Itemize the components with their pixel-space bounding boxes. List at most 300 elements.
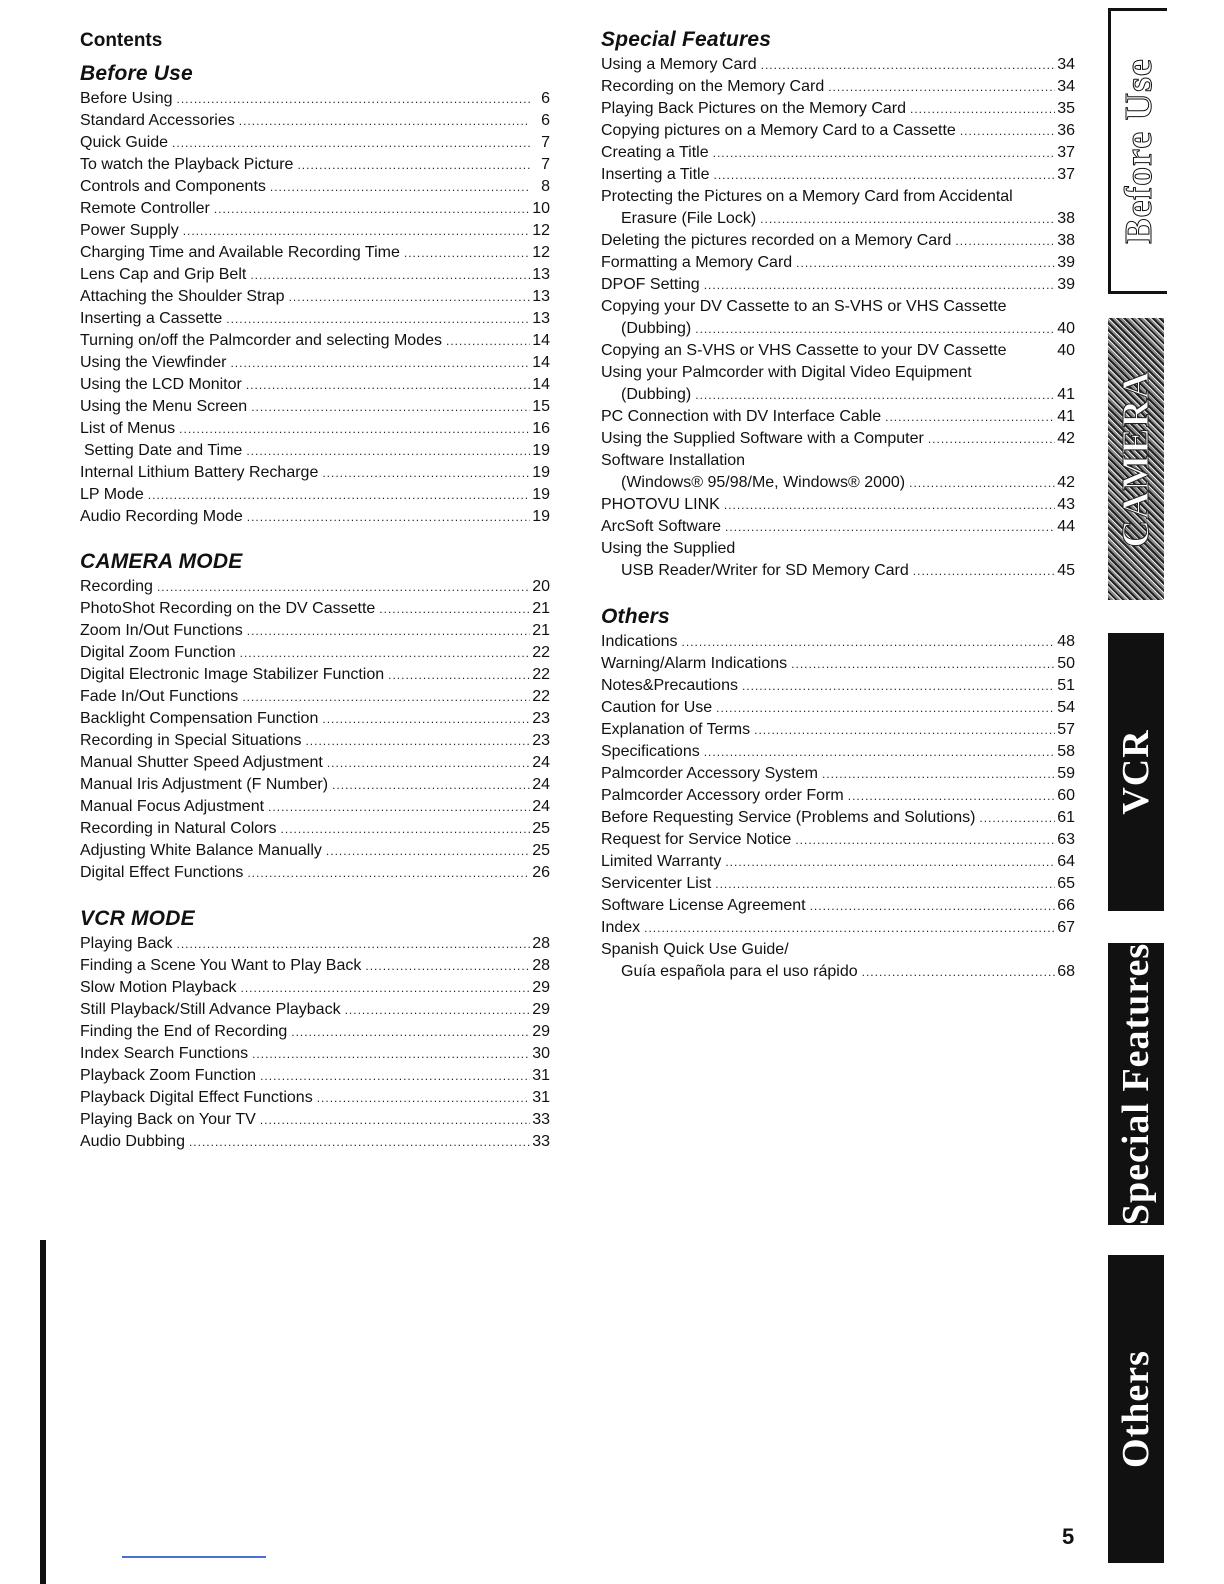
toc-leader-dots [317, 1087, 530, 1109]
toc-entry-page: 40 [1057, 320, 1075, 337]
toc-entry-title: Still Playback/Still Advance Playback [80, 1001, 341, 1018]
toc-leader-dots [322, 708, 530, 730]
toc-entry [80, 286, 550, 308]
toc-entry-title: Manual Focus Adjustment [80, 798, 265, 815]
toc-leader-dots [250, 264, 530, 286]
toc-entry [80, 730, 550, 752]
toc-leader-dots [704, 274, 1055, 296]
toc-entry-page: 20 [532, 578, 550, 595]
toc-leader-dots [909, 472, 1055, 494]
toc-entry [601, 895, 1075, 917]
toc-entry-page: 68 [1057, 963, 1075, 980]
page-number: 5 [1062, 1524, 1075, 1549]
toc-entry-title: Servicenter List [601, 875, 712, 892]
toc-leader-dots [822, 763, 1055, 785]
toc-entry [601, 252, 1075, 274]
toc-entry-page: 19 [532, 486, 550, 503]
toc-leader-dots [760, 208, 1055, 230]
toc-leader-dots [270, 176, 530, 198]
toc-leader-dots [322, 462, 530, 484]
toc-entry [601, 406, 1075, 428]
toc-entry-page: 22 [532, 666, 550, 683]
toc-leader-dots [828, 76, 1055, 98]
toc-entry-page: 6 [541, 90, 550, 107]
toc-entry-title: Using the Viewfinder [80, 354, 227, 371]
toc-entry-title: Backlight Compensation Function [80, 710, 319, 727]
toc-entry [601, 763, 1075, 785]
toc-leader-dots [388, 664, 530, 686]
toc-entry-page: 50 [1057, 655, 1075, 672]
toc-entry-page: 40 [1057, 342, 1075, 359]
toc-entry [601, 362, 1075, 384]
toc-entry [80, 198, 550, 220]
toc-entry-page [1057, 538, 1075, 560]
toc-entry-title: Palmcorder Accessory order Form [601, 787, 844, 804]
toc-leader-dots [715, 873, 1055, 895]
toc-entry [80, 220, 550, 242]
toc-entry [601, 653, 1075, 675]
toc-entry-title: Request for Service Notice [601, 831, 792, 848]
toc-entry-title: Attaching the Shoulder Strap [80, 288, 285, 305]
toc-leader-dots [247, 620, 530, 642]
toc-entry-page: 23 [532, 710, 550, 727]
toc-leader-dots [742, 675, 1055, 697]
toc-entry-page: 21 [532, 600, 550, 617]
toc-leader-dots [754, 719, 1055, 741]
toc-entry-page: 48 [1057, 633, 1075, 650]
toc-entry-page: 24 [532, 776, 550, 793]
toc-leader-dots [862, 961, 1055, 983]
toc-leader-dots [725, 851, 1055, 873]
toc-entry [80, 352, 550, 374]
toc-leader-dots [379, 598, 530, 620]
toc-entry-page: 12 [532, 222, 550, 239]
toc-entry-title: Recording in Special Situations [80, 732, 302, 749]
toc-leader-dots [713, 142, 1055, 164]
toc-entry [601, 54, 1075, 76]
toc-entry [80, 708, 550, 730]
toc-entry-page: 39 [1057, 254, 1075, 271]
toc-leader-dots [695, 384, 1055, 406]
toc-entry-title: Remote Controller [80, 200, 210, 217]
tab-special-features [1108, 943, 1164, 1225]
toc-leader-dots [326, 840, 530, 862]
toc-entry-page: 14 [532, 376, 550, 393]
toc-entry-page: 29 [532, 1023, 550, 1040]
toc-entry [80, 1043, 550, 1065]
toc-leader-dots [247, 862, 530, 884]
toc-entry [80, 1065, 550, 1087]
toc-entry [80, 176, 550, 198]
toc-entry [80, 598, 550, 620]
toc-leader-dots [795, 829, 1055, 851]
toc-leader-dots [446, 330, 530, 352]
toc-entry [601, 450, 1075, 472]
toc-entry [601, 208, 1075, 230]
toc-entry [80, 933, 550, 955]
toc-entry-page [1057, 939, 1075, 961]
toc-entry-title: Formatting a Memory Card [601, 254, 793, 271]
toc-entry-title: LP Mode [80, 486, 144, 503]
toc-entry-title: Adjusting White Balance Manually [80, 842, 322, 859]
toc-entry-title: Index [601, 919, 641, 936]
toc-entry-title: (Dubbing) [621, 386, 692, 403]
toc-entry [80, 330, 550, 352]
toc-entry-title: Using the LCD Monitor [80, 376, 242, 393]
toc-entry-title: Deleting the pictures recorded on a Memory Card [601, 232, 952, 249]
toc-leader-dots [796, 252, 1055, 274]
toc-entry [601, 494, 1075, 516]
toc-special-features [601, 54, 1075, 582]
tab-label-others: Others [1115, 1350, 1157, 1468]
toc-entry [601, 939, 1075, 961]
toc-entry-title: Digital Electronic Image Stabilizer Function [80, 666, 385, 683]
toc-entry-page: 7 [541, 156, 550, 173]
toc-leader-dots [725, 516, 1055, 538]
toc-entry-page: 15 [532, 398, 550, 415]
toc-leader-dots [189, 1131, 530, 1153]
toc-entry-title: Copying pictures on a Memory Card to a Cassette [601, 122, 956, 139]
toc-entry-title: Playback Zoom Function [80, 1067, 257, 1084]
toc-entry-page [1057, 362, 1075, 384]
toc-entry-title: Erasure (File Lock) [621, 210, 757, 227]
toc-entry-page: 38 [1057, 210, 1075, 227]
toc-entry [601, 873, 1075, 895]
contents-title: Contents [80, 30, 163, 51]
toc-entry [80, 264, 550, 286]
toc-entry-page: 51 [1057, 677, 1075, 694]
toc-entry-title: To watch the Playback Picture [80, 156, 294, 173]
tab-before-use [1108, 8, 1167, 294]
toc-entry-page: 64 [1057, 853, 1075, 870]
toc-leader-dots [246, 374, 530, 396]
toc-entry [601, 538, 1075, 560]
section-title-special-features: Special Features [601, 28, 772, 51]
toc-before-use [80, 88, 550, 528]
toc-entry-title: Specifications [601, 743, 700, 760]
toc-entry-page: 37 [1057, 166, 1075, 183]
toc-entry [80, 242, 550, 264]
toc-entry-title: Using a Memory Card [601, 56, 757, 73]
section-title-others: Others [601, 605, 670, 628]
toc-entry-page: 42 [1057, 430, 1075, 447]
toc-leader-dots [247, 506, 530, 528]
toc-entry-page: 13 [532, 310, 550, 327]
toc-leader-dots [960, 120, 1055, 142]
toc-entry [601, 807, 1075, 829]
toc-leader-dots [172, 132, 530, 154]
toc-entry [80, 110, 550, 132]
toc-others [601, 631, 1075, 983]
toc-entry-page: 13 [532, 288, 550, 305]
toc-entry-title: Fade In/Out Functions [80, 688, 239, 705]
toc-entry-page: 66 [1057, 897, 1075, 914]
toc-entry-title: Copying your DV Cassette to an S-VHS or VHS Cassette [601, 298, 1007, 315]
toc-entry-title: (Dubbing) [621, 320, 692, 337]
toc-entry-page: 30 [532, 1045, 550, 1062]
toc-leader-dots [177, 88, 531, 110]
toc-entry-page: 41 [1057, 386, 1075, 403]
toc-entry [601, 961, 1075, 983]
toc-entry-page: 39 [1057, 276, 1075, 293]
toc-leader-dots [291, 1021, 530, 1043]
toc-entry-page: 7 [541, 134, 550, 151]
toc-entry-title: Copying an S-VHS or VHS Cassette to your DV Cassette [601, 342, 1007, 359]
toc-entry-page: 38 [1057, 232, 1075, 249]
toc-entry-title: Manual Shutter Speed Adjustment [80, 754, 323, 771]
toc-leader-dots [724, 494, 1055, 516]
toc-entry-title: Turning on/off the Palmcorder and selecting Modes [80, 332, 442, 349]
toc-entry-page: 44 [1057, 518, 1075, 535]
toc-entry [80, 484, 550, 506]
toc-entry-page: 10 [532, 200, 550, 217]
toc-leader-dots [910, 98, 1055, 120]
toc-entry-page: 41 [1057, 408, 1075, 425]
toc-entry-page: 33 [532, 1133, 550, 1150]
toc-entry-page: 65 [1057, 875, 1075, 892]
toc-entry-page: 63 [1057, 831, 1075, 848]
toc-entry-title: Manual Iris Adjustment (F Number) [80, 776, 329, 793]
toc-entry [80, 796, 550, 818]
toc-leader-dots [979, 807, 1055, 829]
toc-leader-dots [157, 576, 530, 598]
toc-entry [601, 274, 1075, 296]
toc-entry [80, 1021, 550, 1043]
toc-entry-page: 25 [532, 820, 550, 837]
toc-entry-page: 12 [532, 244, 550, 261]
toc-leader-dots [716, 697, 1055, 719]
toc-leader-dots [327, 752, 530, 774]
toc-leader-dots [246, 440, 530, 462]
toc-entry-title: Finding the End of Recording [80, 1023, 288, 1040]
binding-edge [40, 1240, 46, 1584]
toc-leader-dots [240, 642, 530, 664]
toc-entry-title: Recording in Natural Colors [80, 820, 277, 837]
toc-entry [601, 851, 1075, 873]
toc-entry-page: 19 [532, 442, 550, 459]
toc-entry-page: 34 [1057, 78, 1075, 95]
toc-entry-title: Using the Supplied Software with a Computer [601, 430, 924, 447]
toc-entry-page: 43 [1057, 496, 1075, 513]
toc-leader-dots [913, 560, 1055, 582]
toc-entry-title: DPOF Setting [601, 276, 700, 293]
toc-entry-page: 22 [532, 644, 550, 661]
toc-entry-title: Playing Back on Your TV [80, 1111, 256, 1128]
toc-entry-page: 25 [532, 842, 550, 859]
toc-entry-page: 28 [532, 935, 550, 952]
toc-leader-dots [230, 352, 530, 374]
toc-entry-title: Power Supply [80, 222, 179, 239]
toc-leader-dots [183, 220, 530, 242]
toc-entry-page: 21 [532, 622, 550, 639]
toc-entry-title: Controls and Components [80, 178, 266, 195]
toc-entry [601, 142, 1075, 164]
toc-leader-dots [242, 686, 530, 708]
toc-entry-page [1057, 450, 1075, 472]
toc-entry-title: List of Menus [80, 420, 176, 437]
toc-entry [80, 774, 550, 796]
tab-camera [1108, 318, 1164, 600]
toc-entry-title: PhotoShot Recording on the DV Cassette [80, 600, 376, 617]
toc-entry-title: Index Search Functions [80, 1045, 249, 1062]
toc-entry [80, 686, 550, 708]
toc-leader-dots [644, 917, 1055, 939]
toc-leader-dots [297, 154, 530, 176]
toc-leader-dots [885, 406, 1055, 428]
toc-entry [601, 318, 1075, 340]
toc-leader-dots [345, 999, 530, 1021]
toc-entry-title: Lens Cap and Grip Belt [80, 266, 247, 283]
toc-entry-title: Guía española para el uso rápido [621, 963, 858, 980]
toc-entry-title: Notes&Precautions [601, 677, 738, 694]
tab-label-vcr: VCR [1115, 729, 1157, 815]
toc-leader-dots [404, 242, 530, 264]
toc-entry-title: Digital Effect Functions [80, 864, 244, 881]
toc-entry-title: Caution for Use [601, 699, 713, 716]
toc-entry [601, 120, 1075, 142]
toc-entry-title: Using your Palmcorder with Digital Video Equipment [601, 364, 972, 381]
toc-entry [80, 818, 550, 840]
toc-leader-dots [305, 730, 530, 752]
toc-entry-title: PHOTOVU LINK [601, 496, 720, 513]
toc-entry [80, 955, 550, 977]
toc-entry-title: Creating a Title [601, 144, 709, 161]
toc-entry-title: Before Using [80, 90, 173, 107]
footer-rule [122, 1556, 266, 1558]
toc-entry-page: 24 [532, 754, 550, 771]
toc-entry-page: 58 [1057, 743, 1075, 760]
toc-entry [80, 664, 550, 686]
toc-leader-dots [179, 418, 530, 440]
toc-entry-title: Spanish Quick Use Guide/ [601, 941, 789, 958]
toc-entry [601, 164, 1075, 186]
toc-leader-dots [289, 286, 530, 308]
toc-entry-page: 45 [1057, 562, 1075, 579]
toc-entry [601, 186, 1075, 208]
toc-entry [80, 840, 550, 862]
toc-entry-title: Digital Zoom Function [80, 644, 236, 661]
toc-entry-title: Slow Motion Playback [80, 979, 237, 996]
toc-entry-page: 19 [532, 508, 550, 525]
toc-leader-dots [177, 933, 531, 955]
toc-entry [601, 340, 1075, 362]
toc-entry-page: 14 [532, 332, 550, 349]
toc-leader-dots [281, 818, 530, 840]
toc-entry [601, 472, 1075, 494]
toc-leader-dots [761, 54, 1055, 76]
toc-entry [80, 506, 550, 528]
toc-leader-dots [148, 484, 530, 506]
tab-label-before-use: Before Use [1118, 58, 1160, 244]
toc-entry-title: Playback Digital Effect Functions [80, 1089, 313, 1106]
toc-entry-title: USB Reader/Writer for SD Memory Card [621, 562, 909, 579]
toc-entry-title: Audio Dubbing [80, 1133, 185, 1150]
toc-entry-page: 28 [532, 957, 550, 974]
toc-entry [80, 576, 550, 598]
tab-label-camera: CAMERA [1115, 370, 1157, 548]
toc-entry [601, 719, 1075, 741]
toc-entry-page: 16 [532, 420, 550, 437]
toc-entry-title: Charging Time and Available Recording Time [80, 244, 400, 261]
toc-entry [601, 829, 1075, 851]
toc-entry [80, 752, 550, 774]
toc-leader-dots [928, 428, 1055, 450]
toc-entry [80, 154, 550, 176]
toc-entry [80, 1109, 550, 1131]
toc-leader-dots [695, 318, 1055, 340]
toc-entry [601, 785, 1075, 807]
toc-entry [80, 1131, 550, 1153]
toc-leader-dots [704, 741, 1055, 763]
toc-entry-page: 59 [1057, 765, 1075, 782]
toc-leader-dots [241, 977, 530, 999]
toc-entry [80, 999, 550, 1021]
toc-entry-title: Inserting a Title [601, 166, 710, 183]
toc-entry [80, 396, 550, 418]
toc-entry-page: 29 [532, 1001, 550, 1018]
toc-leader-dots [365, 955, 530, 977]
toc-entry-page: 31 [532, 1067, 550, 1084]
toc-entry-page: 22 [532, 688, 550, 705]
toc-entry-page: 19 [532, 464, 550, 481]
toc-entry [80, 642, 550, 664]
toc-entry [601, 917, 1075, 939]
toc-entry [80, 620, 550, 642]
section-title-vcr-mode: VCR MODE [80, 907, 195, 930]
tab-vcr [1108, 633, 1164, 911]
toc-leader-dots [214, 198, 530, 220]
toc-entry-title: Finding a Scene You Want to Play Back [80, 957, 362, 974]
toc-entry-page: 57 [1057, 721, 1075, 738]
toc-entry [601, 76, 1075, 98]
toc-leader-dots [848, 785, 1055, 807]
toc-entry-title: Playing Back Pictures on the Memory Card [601, 100, 907, 117]
toc-entry-page: 35 [1057, 100, 1075, 117]
toc-entry [80, 308, 550, 330]
toc-entry-title: Palmcorder Accessory System [601, 765, 818, 782]
toc-entry-page: 8 [541, 178, 550, 195]
toc-entry [601, 631, 1075, 653]
toc-entry-page: 29 [532, 979, 550, 996]
toc-entry-page: 36 [1057, 122, 1075, 139]
toc-entry [601, 384, 1075, 406]
toc-leader-dots [810, 895, 1055, 917]
toc-entry [80, 418, 550, 440]
toc-entry-page: 60 [1057, 787, 1075, 804]
toc-entry-title: Playing Back [80, 935, 173, 952]
toc-entry-title: Explanation of Terms [601, 721, 751, 738]
toc-leader-dots [682, 631, 1056, 653]
toc-entry-title: Limited Warranty [601, 853, 722, 870]
toc-entry-title: Zoom In/Out Functions [80, 622, 243, 639]
toc-entry-page: 42 [1057, 474, 1075, 491]
toc-entry-page: 13 [532, 266, 550, 283]
toc-leader-dots [252, 1043, 530, 1065]
toc-entry-page: 67 [1057, 919, 1075, 936]
toc-entry-page: 34 [1057, 56, 1075, 73]
toc-entry-page [1057, 186, 1075, 208]
toc-leader-dots [226, 308, 530, 330]
toc-entry-title: Audio Recording Mode [80, 508, 243, 525]
toc-entry [80, 374, 550, 396]
toc-leader-dots [239, 110, 530, 132]
toc-entry [601, 741, 1075, 763]
toc-entry-page: 37 [1057, 144, 1075, 161]
toc-entry-page: 24 [532, 798, 550, 815]
toc-entry-page: 23 [532, 732, 550, 749]
toc-entry-title: Warning/Alarm Indications [601, 655, 788, 672]
toc-entry [80, 1087, 550, 1109]
